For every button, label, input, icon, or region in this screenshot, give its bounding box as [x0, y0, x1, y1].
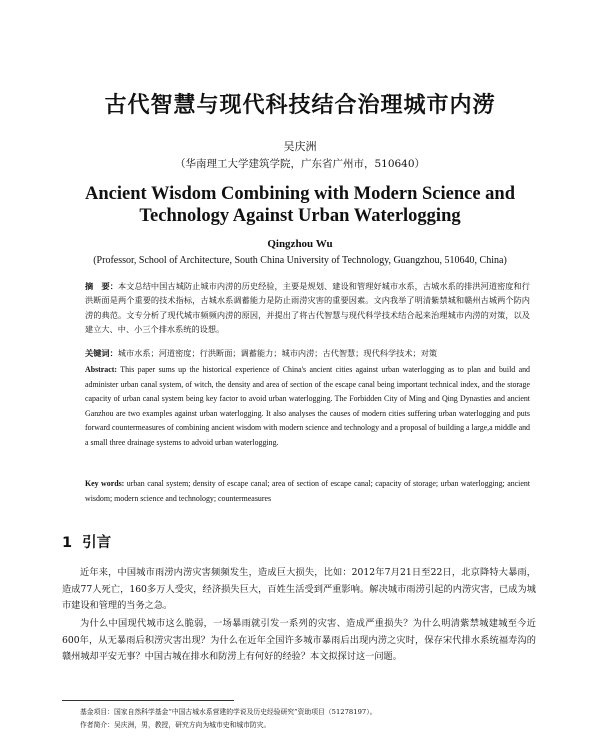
- keywords-en: [85, 477, 530, 506]
- footnote-divider: [62, 700, 234, 701]
- keywords-en-label: Key words:: [85, 479, 125, 488]
- abstract-cn: [85, 279, 530, 336]
- keywords-cn-label: 关键词：: [85, 348, 118, 358]
- section-number: 1: [62, 535, 73, 551]
- author-name-cn: 吴庆洲: [283, 140, 317, 153]
- paper-title-en: Ancient Wisdom Combining with Modern Science and Technology Against Urban Waterlogging: [85, 184, 515, 226]
- abstract-en-text: This paper sums up the historical experience of China's ancient cities against urban waterlogging as to plan and build and administer urban canal system, of witch, the density and area of section of the escape canal being important technical index, and the storage capacity of urban canal system being key factor to avoid urban waterlogging. The Forbidden City of Ming and Qing Dynasties and ancient Ganzhou are two examples against urban waterlogging. It also analyses the causes of modern cities suffering urban waterlogging and puts forward countermeasures of combining ancient wisdom with modern science and technology and a proposal of building a large,a middle and a small three drainage systems to advoid urban waterlogging.: [85, 365, 530, 447]
- section-heading: [62, 531, 111, 552]
- footnote-funding: 基金项目：国家自然科学基金“中国古城水系营建的学说及历史经验研究”资助项目（51278197）。: [80, 708, 377, 716]
- keywords-cn-text: 城市水系；河道密度；行洪断面；调蓄能力；城市内涝；古代智慧；现代科学技术；对策: [117, 348, 438, 358]
- footnote-author-bio: 作者简介：吴庆洲，男，教授，研究方向为城市史和城市防灾。: [80, 721, 271, 729]
- author-name-en: Qingzhou Wu: [267, 238, 333, 250]
- keywords-en-text: urban canal system; density of escape canal; area of section of escape canal; capacity of storage; urban waterlogging; ancient wisdom; modern science and technology; countermeasures: [85, 479, 530, 503]
- abstract-en-label: Abstract:: [85, 365, 117, 374]
- affiliation-cn: （华南理工大学建筑学院，广东省广州市，510640）: [174, 158, 426, 170]
- abstract-cn-label: 摘 要：: [85, 281, 118, 291]
- section-title: 引言: [82, 535, 112, 551]
- paper-title-cn: 古代智慧与现代科技结合治理城市内涝: [104, 93, 496, 118]
- abstract-en: [85, 363, 530, 450]
- abstract-cn-text: 本文总结中国古城防止城市内涝的历史经验，主要是规划、建设和管理好城市水系，古城水系的排洪河道密度和行洪断面是两个重要的技术指标，古城水系调蓄能力是防止雨涝灾害的重要因素。文内我举了明清紫禁城和赣州古城两个防内涝的典范。文专分析了现代城市频频内涝的原因，并提出了将古代智慧与现代科学技术结合起来治理城市内涝的对策，以及建立大、中、小三个排水系统的设想。: [85, 281, 530, 334]
- body-paragraph-2: 为什么中国现代城市这么脆弱，一场暴雨就引发一系列的灾害、造成严重损失？为什么明清紫禁城建城至今近600年，从无暴雨后积涝灾害出现？为什么在近年全国许多城市暴雨后出现内涝之灾时，保存宋代排水系统福寿沟的赣州城却平安无事？中国古城在排水和防涝上有何好的经验？本文拟探讨这一问题。: [62, 618, 536, 663]
- keywords-cn: [85, 346, 530, 360]
- body-paragraph-1: 近年来，中国城市雨涝内涝灾害频频发生，造成巨大损失，比如：2012年7月21日至22日，北京降特大暴雨，造成77人死亡，160多万人受灾，经济损失巨大，百姓生活受到严重影响。解决城市雨涝引起的内涝灾害，已成为城市建设和管理的当务之急。: [62, 567, 536, 612]
- affiliation-en: (Professor, School of Architecture, South China University of Technology, Guangzhou, 510640, China): [93, 255, 507, 266]
